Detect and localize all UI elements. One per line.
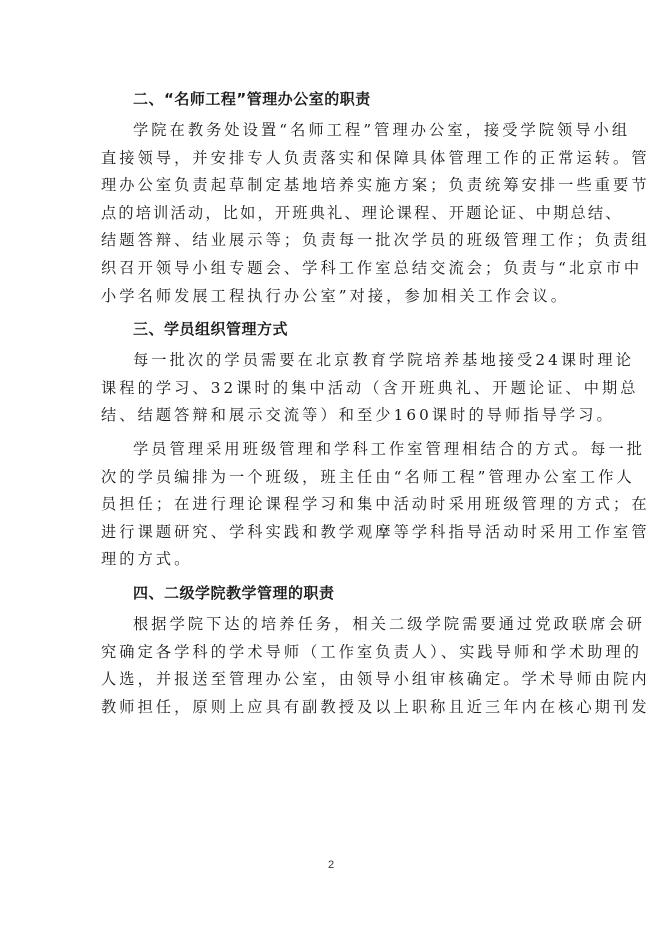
text-line: 结题答辩、结业展示等；负责每一批次学员的班级管理工作；负责组: [101, 231, 650, 250]
section-student-management: [101, 316, 650, 574]
paragraph: [101, 347, 639, 430]
text-line: 根据学院下达的培养任务，相关二级学院需要通过党政联席会研: [133, 614, 646, 633]
text-line: 理的方式。: [101, 550, 193, 569]
document-page: [101, 86, 650, 727]
text-line: 人选，并报送至管理办公室，由领导小组审核确定。学术导师由院内: [101, 670, 650, 689]
text-line: 点的培训活动，比如，开班典礼、理论课程、开题论证、中期总结、: [101, 203, 623, 222]
text-line: 学院在教务处设置“名师工程”管理办公室，接受学院领导小组: [133, 121, 631, 139]
text-line: 员担任；在进行理论课程学习和集中活动时采用班级管理的方式；在: [101, 495, 650, 514]
page-number: 2: [327, 859, 335, 871]
text-line: 直接领导，并安排专人负责落实和保障具体管理工作的正常运转。管: [101, 148, 650, 167]
paragraph: [101, 436, 650, 574]
text-line: 织召开领导小组专题会、学科工作室总结交流会；负责与“北京市中: [101, 258, 643, 277]
paragraph: [101, 117, 650, 310]
text-line: 究确定各学科的学术导师（工作室负责人）、实践导师和学术助理的: [101, 642, 643, 661]
text-line: 结、结题答辩和展示交流等）和至少160课时的导师指导学习。: [101, 406, 615, 425]
section-heading: 二、“名师工程”管理办公室的职责: [133, 90, 371, 108]
section-office-duties: [101, 86, 650, 310]
section-heading: 三、学员组织管理方式: [133, 320, 289, 339]
text-line: 学员管理采用班级管理和学科工作室管理相结合的方式。每一批: [133, 439, 646, 458]
paragraph: [101, 611, 650, 721]
text-line: 小学名师发展工程执行办公室”对接，参加相关工作会议。: [101, 286, 570, 305]
text-line: 理办公室负责起草制定基地培养实施方案；负责统筹安排一些重要节: [101, 176, 650, 195]
text-line: 每一批次的学员需要在北京教育学院培养基地接受24课时理论: [133, 351, 635, 370]
text-line: 课程的学习、32课时的集中活动（含开班典礼、开题论证、中期总: [101, 378, 639, 397]
section-college-duties: [101, 580, 650, 721]
text-line: 次的学员编排为一个班级，班主任由“名师工程”管理办公室工作人: [101, 467, 635, 486]
section-heading: 四、二级学院教学管理的职责: [133, 583, 335, 602]
text-line: 进行课题研究、学科实践和教学观摩等学科指导活动时采用工作室管: [101, 522, 650, 541]
text-line: 教师担任，原则上应具有副教授及以上职称且近三年内在核心期刊发: [101, 697, 650, 716]
